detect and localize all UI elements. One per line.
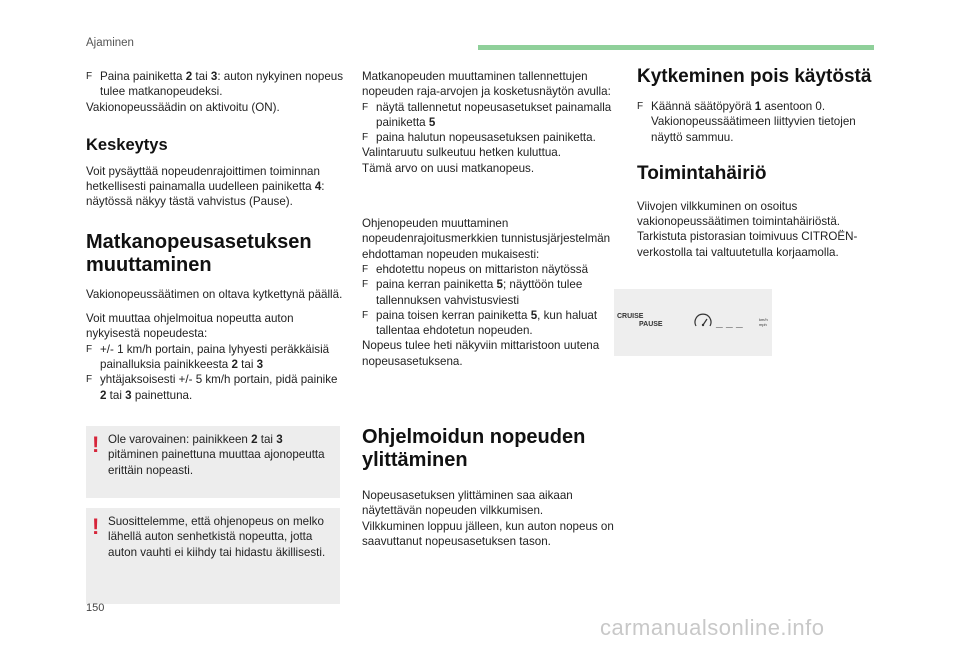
paragraph [637, 114, 881, 145]
list-item [362, 308, 618, 339]
paragraph [637, 229, 881, 260]
paragraph [362, 488, 618, 519]
list-item [362, 262, 618, 277]
list-item-text [100, 69, 346, 100]
intro-text [86, 69, 346, 115]
muuttaminen-text-b [86, 311, 346, 403]
warning-box-2 [86, 508, 340, 604]
text-run: Vilkkuminen loppuu jälleen, kun auton nopeus on saavuttanut nopeusasetuksen tason. [362, 519, 614, 548]
column-left [86, 69, 346, 403]
bullet-icon: F [362, 263, 369, 275]
list-item [362, 277, 618, 308]
bullet-icon: F [86, 343, 93, 355]
speedometer-icon [695, 314, 711, 326]
button-number: 2 [251, 433, 258, 446]
bullet-icon: F [86, 71, 93, 82]
muuttaminen-heading: Matkanopeusasetuksen muuttaminen [86, 230, 312, 276]
text-run: ehdotettu nopeus on mittariston näytössä [376, 262, 589, 276]
list-item [362, 100, 618, 131]
button-number: 5 [428, 115, 436, 129]
text-run: , kun haluat tallentaa ehdotetun nopeuden. [376, 308, 598, 338]
text-run: paina halutun nopeusasetuksen painiketta. [376, 131, 596, 145]
text-run: näytä tallennetut nopeusasetukset painamalla painiketta [376, 100, 612, 129]
kytkeminen-heading: Kytkeminen pois käytöstä [637, 66, 872, 87]
button-number: 5 [530, 308, 538, 322]
button-number: 2 [100, 388, 107, 402]
unit-kmh: km/h [759, 317, 768, 322]
paragraph [362, 161, 618, 176]
bullet-icon: F [362, 101, 369, 113]
list-item [86, 69, 346, 100]
muuttaminen-text-a [86, 287, 346, 302]
cruise-label: CRUISE [617, 313, 644, 320]
list-item-text [100, 342, 346, 373]
text-run: Ohjenopeuden muuttaminen nopeudenrajoitusmerkkien tunnistusjärjestelmän ehdottaman nopeuden mukaisesti: [362, 217, 611, 261]
text-run: Viivojen vilkkuminen on osoitus vakionopeussäätimen toimintahäiriöstä. [637, 199, 841, 229]
button-number: 4 [314, 180, 322, 194]
speed-dashes: _ _ _ [716, 315, 743, 329]
text-run: Vakionopeussäätimen on oltava kytkettynä päällä. [86, 287, 343, 301]
unit-mph: mph [759, 322, 767, 327]
paragraph [362, 69, 618, 100]
section-header-bar [478, 45, 874, 50]
text-run: Tarkistuta pistorasian toimivuus CITROËN-verkostolla tai valtuutetulla korjaamolla. [637, 230, 858, 259]
text-run: tai [192, 70, 211, 83]
text-run: Tämä arvo on uusi matkanopeus. [362, 161, 535, 175]
button-number: 2 [231, 357, 238, 371]
button-number: 3 [276, 433, 283, 446]
keskeytys-heading: Keskeytys [86, 135, 168, 154]
cruise-display-svg [614, 289, 772, 356]
paragraph [362, 145, 618, 160]
pause-label: PAUSE [639, 321, 663, 328]
text-run: Suosittelemme, että ohjenopeus on melko lähellä auton senhetkistä nopeutta, jotta auton vauhti ei kiihdy tai hidastu äkillisesti. [108, 515, 326, 559]
paragraph [86, 287, 346, 302]
sign-recognition-text [362, 216, 618, 369]
warning-text-1 [108, 432, 334, 478]
list-item [86, 372, 346, 403]
touchscreen-text [362, 69, 618, 176]
warning-text-2 [108, 514, 334, 560]
bullet-icon: F [362, 309, 369, 321]
text-run: Valintaruutu sulkeutuu hetken kuluttua. [362, 146, 561, 160]
list-item [86, 342, 346, 373]
text-run: Ole varovainen: painikkeen [108, 433, 252, 446]
button-number: 3 [256, 357, 264, 371]
text-run: Nopeusasetuksen ylittäminen saa aikaan näytettävän nopeuden vilkkumisen. [362, 489, 573, 518]
column-right [637, 66, 881, 260]
button-number: 1 [754, 100, 762, 113]
keskeytys-text [86, 164, 346, 210]
list-item-text [651, 99, 881, 114]
column-middle [362, 69, 618, 549]
list-item [362, 130, 618, 145]
page-number: 150 [86, 602, 105, 614]
list-item-text [100, 372, 346, 403]
text-run: Voit pysäyttää nopeudenrajoittimen toiminnan hetkellisesti painamalla uudelleen painiketta [86, 164, 320, 194]
paragraph [86, 311, 346, 342]
list-item-text [376, 277, 618, 308]
ylittaminen-text [362, 488, 618, 549]
paragraph [637, 199, 881, 230]
paragraph [86, 164, 346, 210]
list-item-text [376, 100, 618, 131]
text-run: : auton nykyinen nopeus tulee matkanopeudeksi. [100, 70, 344, 99]
text-run: +/- 1 km/h portain, paina lyhyesti peräkkäisiä painalluksia painikkeesta [100, 342, 330, 371]
text-run: pitäminen painettuna muuttaa ajonopeutta erittäin nopeasti. [108, 448, 325, 477]
text-run: paina kerran painiketta [376, 278, 497, 292]
bullet-icon: F [86, 374, 93, 386]
bullet-icon: F [637, 101, 644, 112]
bullet-icon: F [362, 132, 369, 144]
text-run: Vakionopeussäädin on aktivoitu (ON). [86, 100, 280, 114]
warning-icon: ! [92, 432, 100, 457]
text-run: paina toisen kerran painiketta [376, 308, 531, 322]
text-run: Nopeus tulee heti näkyviin mittaristoon uutena nopeusasetuksena. [362, 339, 600, 368]
text-run: tai [106, 388, 126, 402]
button-number: 3 [125, 388, 132, 402]
button-number: 2 [185, 70, 193, 83]
paragraph [362, 216, 618, 262]
bullet-icon: F [362, 279, 369, 291]
paragraph [362, 519, 618, 550]
paragraph [86, 100, 346, 115]
text-run: Käännä säätöpyörä [651, 100, 755, 113]
text-run: : näytössä näkyy tästä vahvistus (Pause). [86, 180, 325, 209]
warning-box-1 [86, 426, 340, 498]
text-run: tai [257, 433, 277, 446]
kytkeminen-text [637, 99, 881, 145]
toimintahairio-heading: Toimintahäiriö [637, 162, 767, 184]
list-item-text [376, 262, 618, 277]
list-item-text [376, 308, 618, 339]
ylittaminen-heading: Ohjelmoidun nopeuden ylittäminen [362, 426, 586, 472]
cruise-pause-display-figure [614, 289, 772, 356]
section-header: Ajaminen [86, 37, 134, 49]
button-number: 5 [496, 278, 503, 292]
text-run: Matkanopeuden muuttaminen tallennettujen nopeuden raja-arvojen ja kosketusnäytön avulla: [362, 70, 611, 99]
watermark: carmanualsonline.info [600, 615, 825, 640]
text-run: painettuna. [131, 388, 193, 402]
text-run: ; näyttöön tulee tallennuksen vahvistusviesti [376, 278, 583, 307]
warning-icon: ! [92, 514, 100, 539]
text-run: yhtäjaksoisesti +/- 5 km/h portain, pidä painike [100, 373, 338, 387]
text-run: asentoon 0. [761, 100, 826, 113]
paragraph [362, 338, 618, 369]
text-run: Paina painiketta [100, 70, 186, 83]
button-number: 3 [210, 70, 218, 83]
list-item-text [376, 130, 618, 145]
toimintahairio-text [637, 199, 881, 260]
list-item [637, 99, 881, 114]
text-run: tai [237, 357, 257, 371]
text-run: Vakionopeussäätimeen liittyvien tietojen näyttö sammuu. [651, 115, 856, 144]
text-run: Voit muuttaa ohjelmoitua nopeutta auton nykyisestä nopeudesta: [86, 312, 294, 341]
